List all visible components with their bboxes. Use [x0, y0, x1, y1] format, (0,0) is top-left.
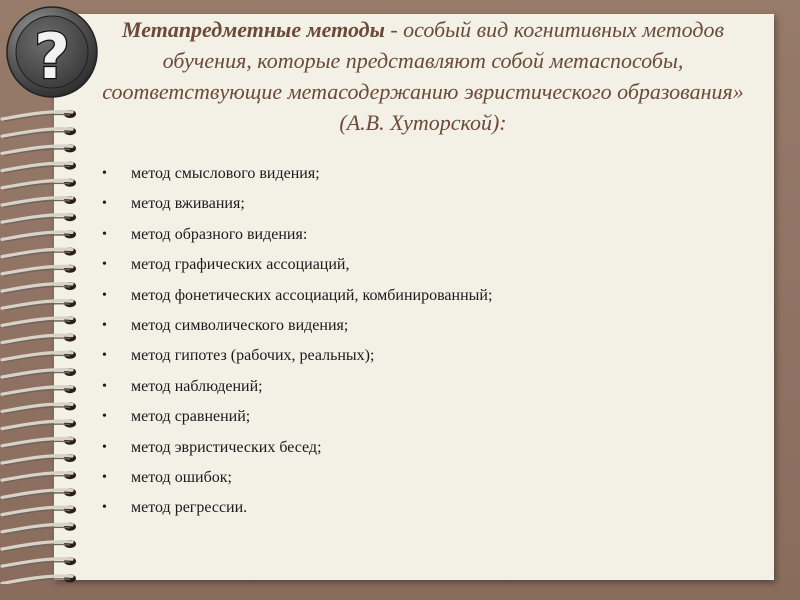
spiral-ring: [2, 196, 76, 207]
list-item: [102, 250, 742, 280]
spiral-ring: [2, 248, 76, 259]
list-item-text: метод символического видения;: [131, 316, 349, 334]
bullet-icon: •: [102, 317, 107, 333]
spiral-ring: [2, 127, 76, 138]
bullet-icon: •: [102, 166, 107, 181]
list-item-text: метод вживания;: [131, 195, 245, 213]
list-item-text: метод гипотез (рабочих, реальных);: [131, 347, 375, 365]
spiral-ring: [2, 471, 76, 482]
bullet-icon: •: [102, 196, 107, 212]
spiral-ring: [2, 488, 76, 499]
spiral-ring: [2, 179, 76, 190]
list-item-text: метод фонетических ассоциаций, комбинированный;: [131, 286, 493, 304]
spiral-ring: [2, 506, 76, 517]
bullet-icon: •: [102, 287, 107, 303]
methods-list: [102, 159, 742, 524]
spiral-ring: [2, 213, 76, 224]
list-item-text: метод ошибок;: [131, 468, 232, 486]
spiral-ring: [2, 162, 76, 173]
list-item: [102, 311, 742, 341]
list-item: [102, 402, 742, 432]
bullet-icon: •: [102, 257, 107, 273]
bullet-icon: •: [102, 226, 107, 242]
list-item: [102, 220, 742, 250]
question-mark-icon: [4, 4, 100, 100]
spiral-ring: [2, 402, 76, 413]
bullet-icon: •: [102, 348, 107, 364]
spiral-ring: [2, 574, 76, 584]
list-item: [102, 341, 742, 371]
spiral-ring: [2, 299, 76, 310]
spiral-ring: [2, 144, 76, 155]
spiral-ring: [2, 334, 76, 345]
list-item: [102, 281, 742, 311]
bullet-icon: •: [102, 439, 107, 455]
bullet-icon: •: [102, 469, 107, 485]
list-item: [102, 159, 742, 189]
list-item: [102, 493, 742, 523]
spiral-ring: [2, 368, 76, 379]
spiral-ring: [2, 437, 76, 448]
list-item-text: метод регрессии.: [131, 499, 248, 517]
spiral-binding: [0, 104, 100, 584]
list-item: [102, 372, 742, 402]
spiral-ring: [2, 385, 76, 396]
spiral-ring: [2, 351, 76, 362]
list-item-text: метод смыслового видения;: [131, 165, 320, 182]
list-item-text: метод графических ассоциаций,: [131, 256, 350, 274]
list-item-text: метод сравнений;: [131, 408, 251, 426]
spiral-ring: [2, 316, 76, 327]
list-item: [102, 463, 742, 493]
spiral-ring: [2, 420, 76, 431]
list-item: [102, 189, 742, 219]
spiral-ring: [2, 282, 76, 293]
bullet-icon: •: [102, 378, 107, 394]
title-rest: - особый вид когнитивных методов обучения, которые представляют собой метаспособы, соответствующие метасодержанию эвристического образования» (А.В. Хуторской):: [102, 17, 744, 135]
slide-title: [96, 14, 750, 138]
list-item-text: метод наблюдений;: [131, 377, 263, 395]
spiral-ring: [2, 265, 76, 276]
spiral-ring: [2, 454, 76, 465]
spiral-ring: [2, 557, 76, 568]
list-item-text: метод эвристических бесед;: [131, 438, 322, 456]
title-bold: Метапредметные методы: [121, 17, 385, 42]
bullet-icon: •: [102, 409, 107, 425]
list-item: [102, 433, 742, 463]
spiral-ring: [2, 523, 76, 534]
bullet-icon: •: [102, 500, 107, 516]
spiral-ring: [2, 540, 76, 551]
spiral-ring: [2, 110, 76, 121]
svg-text:?: ?: [34, 20, 70, 93]
spiral-ring: [2, 230, 76, 241]
list-item-text: метод образного видения:: [131, 225, 308, 243]
